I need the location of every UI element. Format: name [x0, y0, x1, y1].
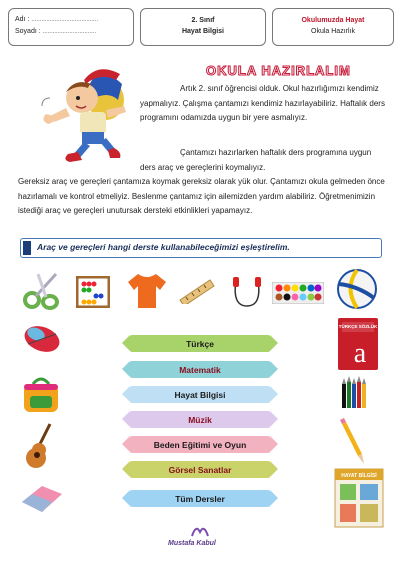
turkish-dictionary-icon[interactable] — [336, 316, 380, 372]
guitar-icon[interactable] — [24, 422, 58, 470]
unit-info-box — [272, 8, 394, 46]
subject-tum-dersler[interactable]: Tüm Dersler — [130, 490, 270, 507]
crayons-icon[interactable] — [340, 376, 370, 410]
volleyball-icon[interactable] — [336, 268, 378, 310]
subject-hayat-bilgisi[interactable]: Hayat Bilgisi — [130, 386, 270, 403]
subject-matematik[interactable]: Matematik — [130, 361, 270, 378]
surname-label: Soyadı : — [15, 28, 41, 35]
surname-field[interactable]: ................................ — [42, 29, 96, 35]
pencil-case-icon[interactable] — [22, 322, 62, 356]
advice-paragraph: Gereksiz araç ve gereçleri çantamıza koymak gereksiz olarak yük olur. Çantamızı okula gelmeden önce hazırlamalı ve kontrol etmeliyiz. Beslenme çantamız için ailemizden yardım alabiliriz. Öğretmenimizin istediği araç ve gereçleri unutursak dersteki etkinlikleri yapamayız. — [18, 177, 385, 215]
ruler-icon[interactable] — [178, 278, 216, 304]
abacus-icon[interactable] — [76, 276, 110, 308]
instruction-text: Araç ve gereçleri hangi derste kullanabileceğimizi eşleştirelim. — [37, 242, 290, 252]
book-title: HAYAT BİLGİSİ — [341, 473, 377, 479]
student-info-box — [8, 8, 134, 46]
bag-paragraph: Çantamızı hazırlarken haftalık ders programına uygun ders araç ve gereçlerini koymalıyız. — [140, 148, 372, 172]
signature-logo-icon — [188, 522, 212, 540]
eraser-icon[interactable] — [20, 484, 64, 514]
unit-label: Okulumuzda Hayat — [301, 17, 365, 24]
grade-label: 2. Sınıf — [191, 17, 215, 24]
jump-rope-icon[interactable] — [230, 276, 264, 310]
dictionary-letter: a — [353, 338, 367, 369]
subject-beden-egitimi[interactable]: Beden Eğitimi ve Oyun — [130, 436, 270, 453]
dictionary-title: TÜRKÇE SÖZLÜK — [338, 324, 378, 329]
scissors-icon[interactable] — [22, 270, 62, 310]
author-signature: Mustafa Kabul — [168, 540, 216, 547]
page-title: OKULA HAZIRLALIM — [206, 63, 351, 78]
name-field[interactable]: ........................................ — [31, 17, 99, 23]
instruction-banner — [20, 238, 382, 258]
subject-gorsel-sanatlar[interactable]: Görsel Sanatlar — [130, 461, 270, 478]
topic-label: Okula Hazırlık — [311, 28, 355, 35]
course-label: Hayat Bilgisi — [181, 28, 224, 35]
watercolor-paints-icon[interactable] — [272, 282, 324, 304]
pencil-icon[interactable] — [340, 418, 370, 466]
course-info-box — [140, 8, 266, 46]
subject-turkce[interactable]: Türkçe — [130, 335, 270, 352]
subject-muzik[interactable]: Müzik — [130, 411, 270, 428]
life-science-book-icon[interactable] — [334, 468, 384, 528]
name-label: Adı : — [15, 16, 30, 23]
intro-paragraph: Artık 2. sınıf öğrencisi olduk. Okul hazırlığımızı kendimiz yapmalıyız. Çalışma çantamızı kendimiz hazırlayabiliriz. Haftalık ders programını odamızda uygun bir yere asmalıyız. — [140, 84, 385, 122]
tshirt-icon[interactable] — [126, 270, 166, 310]
backpack-icon[interactable] — [20, 374, 62, 414]
boy-with-backpack-illustration — [36, 58, 136, 166]
